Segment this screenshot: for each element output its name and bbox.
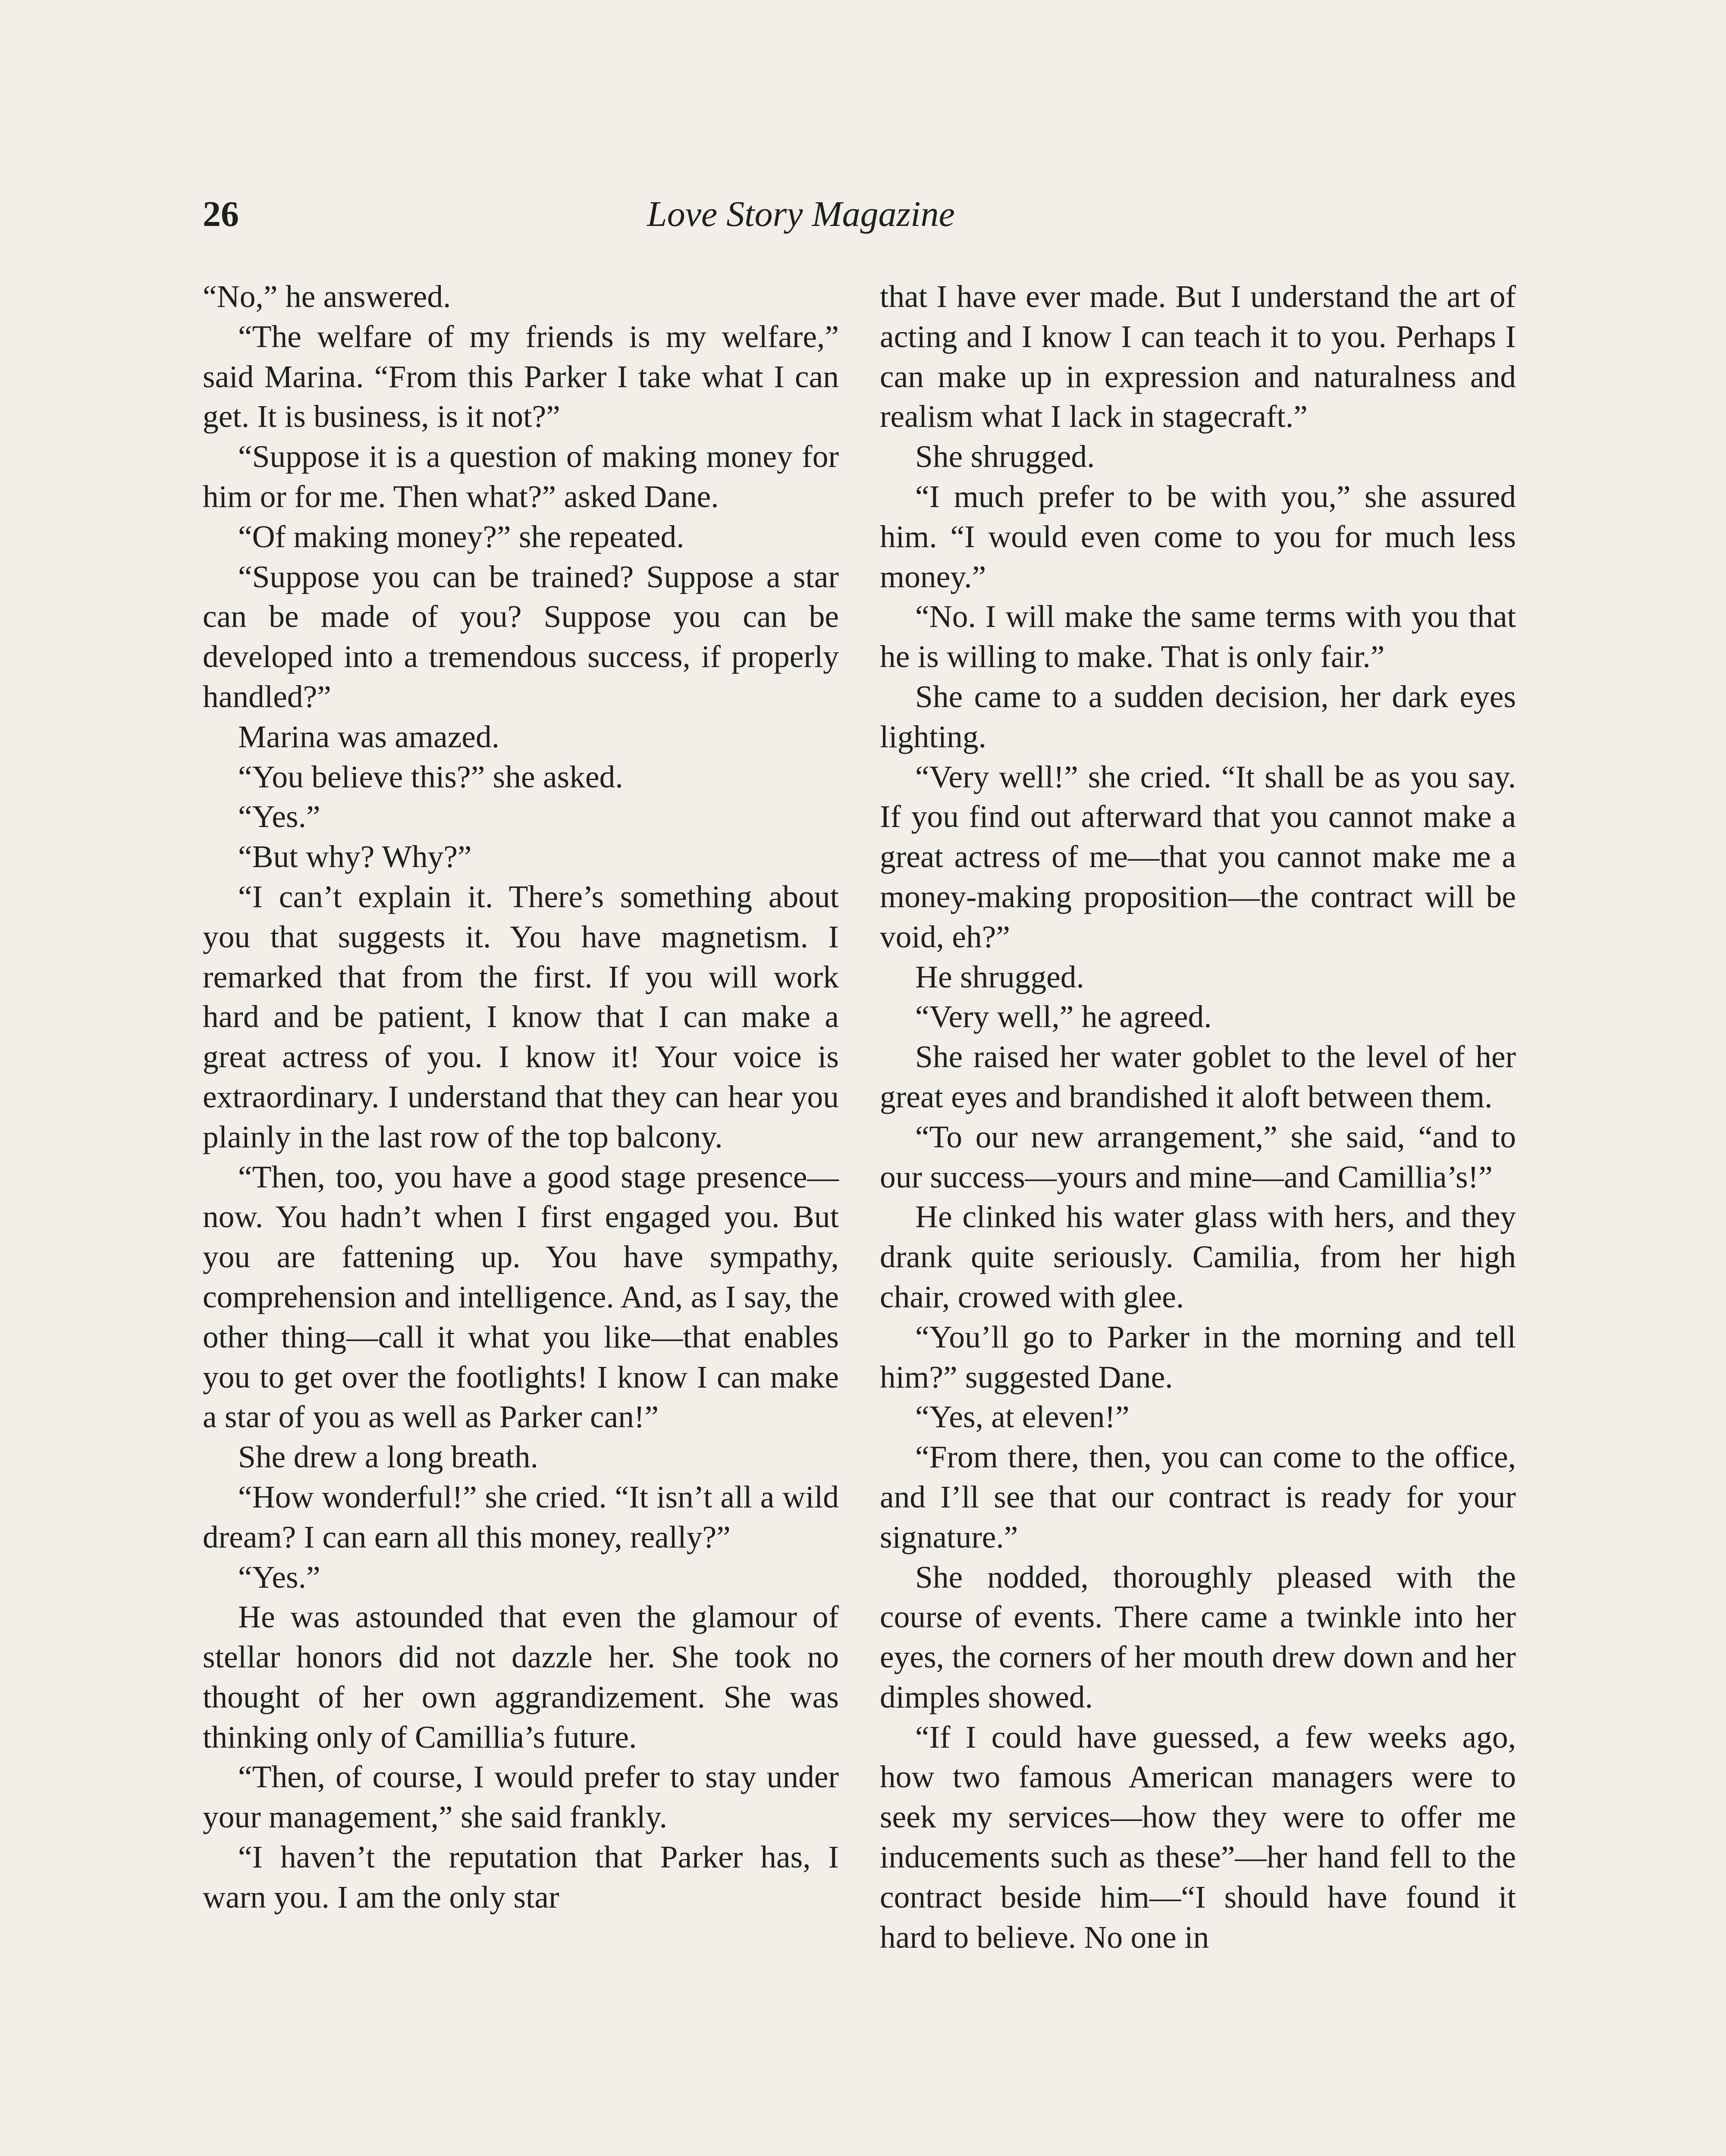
paragraph: “I haven’t the reputation that Parker has, I warn you. I am the only star [203,1839,839,1915]
paragraph: “No,” he answered. [203,279,451,314]
paragraph: “From there, then, you can come to the office, and I’ll see that our contract is ready for your signature.” [880,1439,1516,1554]
paragraph: “How wonderful!” she cried. “It isn’t all a wild dream? I can earn all this money, really?” [203,1479,839,1554]
paragraph: “You believe this?” she asked. [238,759,623,794]
paragraph: “Then, too, you have a good stage presence—now. You hadn’t when I first engaged you. But you are fattening up. You have sympathy, comprehension and intelligence. And, as I say, the other thing—call it what you like—that enables you to get over the footlights! I know I can make a star of you as well as Parker can!” [203,1159,839,1435]
paragraph: He shrugged. [915,959,1084,994]
paragraph: “Of making money?” she repeated. [238,519,684,554]
paragraph: “If I could have guessed, a few weeks ago, how two famous American managers were to seek my services—how they were to offer me inducements such as these”—her hand fell to the contract beside him—“I should have found it hard to believe. No one in [880,1719,1516,1955]
paragraph: “To our new arrangement,” she said, “and to our success—yours and mine—and Camillia’s!” [880,1119,1516,1194]
paragraph: “The welfare of my friends is my welfare,” said Marina. “From this Parker I take what I can get. It is business, is it not?” [203,319,839,434]
running-head: Love Story Magazine [647,194,955,234]
paragraph: “Yes.” [238,1559,320,1595]
paragraph: “Yes.” [238,799,320,834]
paragraph: “Yes, at eleven!” [915,1399,1130,1435]
paragraph: “But why? Why?” [238,839,472,874]
paragraph: “I can’t explain it. There’s something about you that suggests it. You have magnetism. I remarked that from the first. If you will work hard and be patient, I know that I can make a great actress of you. I know it! Your voice is extraordinary. I understand that they can hear you plainly in the last row of the top balcony. [203,879,839,1154]
paragraph: He clinked his water glass with hers, and they drank quite seriously. Camilia, from her high chair, crowed with glee. [880,1199,1516,1314]
paragraph: She drew a long breath. [238,1439,538,1475]
page-number: 26 [203,194,239,234]
paragraph: “Very well!” she cried. “It shall be as you say. If you find out afterward that you cannot make a great actress of me—that you cannot make me a money-making proposition—the contract will be void, eh?” [880,759,1516,954]
paragraph: “Suppose it is a question of making money for him or for me. Then what?” asked Dane. [203,439,839,514]
paragraph: “No. I will make the same terms with you that he is willing to make. That is only fair.” [880,599,1516,674]
paragraph: “Very well,” he agreed. [915,999,1212,1034]
paragraph: “Then, of course, I would prefer to stay under your management,” she said frankly. [203,1759,839,1835]
paragraph: “Suppose you can be trained? Suppose a star can be made of you? Suppose you can be developed into a tremendous success, if properly handled?” [203,559,839,714]
paragraph: She nodded, thoroughly pleased with the course of events. There came a twinkle into her eyes, the corners of her mouth drew down and her dimples showed. [880,1559,1516,1714]
paragraph: “I much prefer to be with you,” she assured him. “I would even come to you for much less money.” [880,479,1516,594]
paragraph: He was astounded that even the glamour of stellar honors did not dazzle her. She took no thought of her own aggrandizement. She was thinking only of Camillia’s future. [203,1599,839,1755]
paragraph: She raised her water goblet to the level of her great eyes and brandished it aloft between them. [880,1039,1516,1114]
paragraph: that I have ever made. But I understand the art of acting and I know I can teach it to you. Perhaps I can make up in expression and naturalness and realism what I lack in stagecraft.” [880,279,1516,434]
paragraph: “You’ll go to Parker in the morning and tell him?” suggested Dane. [880,1319,1516,1395]
paragraph: She came to a sudden decision, her dark eyes lighting. [880,679,1516,754]
paragraph: Marina was amazed. [238,719,500,754]
paragraph: She shrugged. [915,439,1095,474]
right-column [880,277,1516,1957]
left-column [203,277,839,1918]
